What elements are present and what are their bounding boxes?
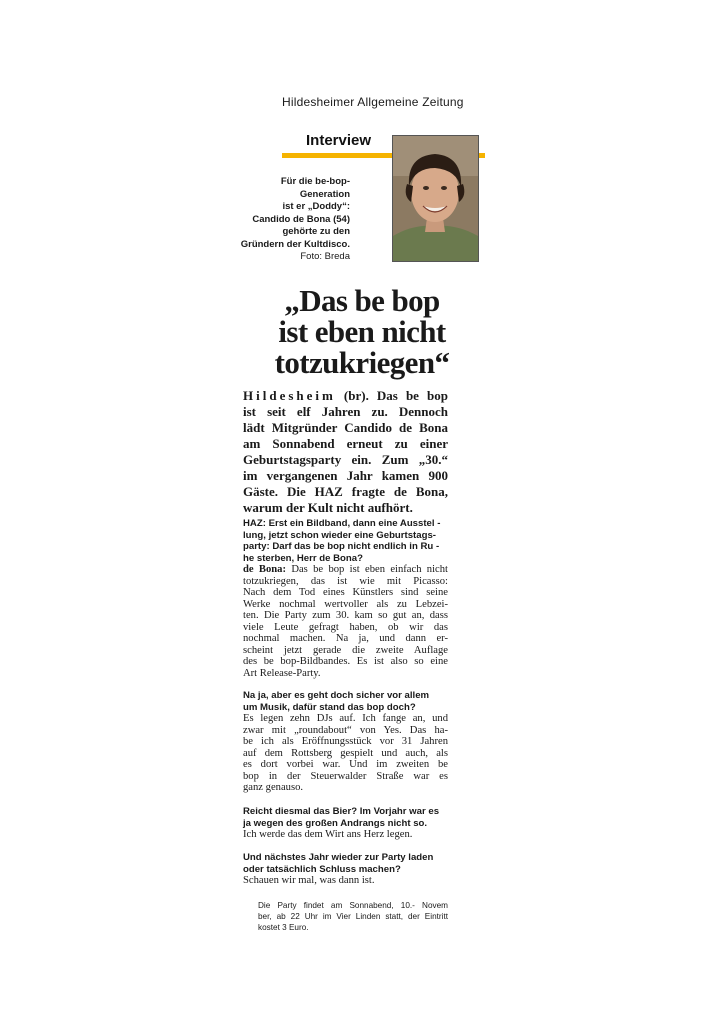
caption-line: gehörte zu den — [282, 226, 350, 237]
answer-line: Art Release-Party. — [243, 667, 321, 679]
qa-block-4 — [243, 852, 448, 887]
question-line: party: Darf das be bop nicht endlich in Ru - — [243, 541, 440, 552]
headline — [232, 285, 492, 378]
answer — [243, 713, 448, 794]
photo-credit: Foto: Breda — [300, 251, 350, 262]
question — [243, 690, 448, 713]
portrait-photo — [392, 135, 479, 262]
answer-line: Schauen wir mal, was dann ist. — [243, 875, 375, 886]
note-line: kostet 3 Euro. — [258, 923, 309, 932]
lead-line: am Sonnabend erneut zu einer — [243, 436, 448, 451]
answer-line: bop in der Steuerwalder Straße war es — [243, 770, 448, 782]
answer-line: Werke nochmal wertvoller als zu Lebzei- — [243, 598, 448, 610]
lead-line: lädt Mitgründer Candido de Bona — [243, 420, 448, 435]
question-line: um Musik, dafür stand das bop doch? — [243, 701, 416, 713]
dateline: Hildesheim — [243, 388, 336, 403]
note-line: Die Party findet am Sonnabend, 10.- Novem — [258, 901, 448, 910]
answer-line: es dort vorbei war. Und im zweiten be — [243, 759, 448, 770]
lead-line: Gäste. Die HAZ fragte de Bona, — [243, 484, 448, 499]
lead-line: ist seit elf Jahren zu. Dennoch — [243, 404, 448, 419]
question-line: Na ja, aber es geht doch sicher vor allem — [243, 690, 430, 701]
question — [243, 806, 448, 829]
qa-block-3 — [243, 806, 448, 841]
qa-block-2 — [243, 690, 448, 794]
note-line: ber, ab 22 Uhr im Vier Linden statt, der Eintritt — [258, 912, 448, 921]
answer-line: scheint jetzt gerade die zweite Auflage — [243, 644, 448, 656]
caption-line: Candido de Bona (54) — [252, 213, 350, 225]
caption-line: Generation — [299, 188, 350, 200]
event-info-note — [258, 900, 448, 933]
lead-first-line-rest: (br). Das be bop — [335, 388, 448, 403]
answer-line: totzukriegen, das ist wie mit Picasso: — [243, 575, 448, 587]
lead-line — [243, 388, 448, 404]
answer — [243, 564, 448, 679]
answer-line: zwar mit „roundabout“ von Yes. Das ha- — [243, 724, 448, 736]
answer-line: des be bop-Bildbandes. Es ist also so eine — [243, 656, 448, 667]
answer-line: auf dem Rottsberg gespielt und auch, als — [243, 747, 448, 759]
answer — [243, 875, 448, 887]
newspaper-name: Hildesheimer Allgemeine Zeitung — [282, 95, 464, 109]
answer-line: nochmal machen. Na ja, und dann er- — [243, 633, 448, 644]
answer-line: Nach dem Tod eines Künstlers sind seine — [243, 587, 448, 598]
answer-line: ganz genauso. — [243, 782, 304, 793]
headline-line: ist eben nicht — [278, 314, 446, 349]
rubric-label: Interview — [306, 132, 372, 149]
question-line: ja wegen des großen Andrangs nicht so. — [243, 817, 428, 829]
answer-line: Es legen zehn DJs auf. Ich fange an, und — [243, 713, 448, 724]
answer-line: be ich als Eröffnungsstück vor 31 Jahren — [243, 736, 448, 747]
question — [243, 852, 448, 875]
lead-line: Geburtstagsparty ein. Zum „30.“ — [243, 452, 448, 467]
caption-line: Gründern der Kultdisco. — [240, 238, 350, 250]
answer-first-rest: Das be bop ist eben einfach nicht — [286, 564, 448, 575]
question-line: Reicht diesmal das Bier? Im Vorjahr war es — [243, 806, 440, 817]
question-line: he sterben, Herr de Bona? — [243, 552, 363, 564]
question — [243, 518, 448, 564]
answer-line: Ich werde das dem Wirt ans Herz legen. — [243, 829, 413, 840]
caption-line: ist er „Doddy“: — [282, 201, 350, 212]
question-line: oder tatsächlich Schluss machen? — [243, 863, 401, 875]
portrait-image — [393, 136, 478, 261]
photo-caption — [232, 176, 350, 264]
answer — [243, 829, 448, 841]
question-line: lung, jetzt schon wieder eine Geburtstags- — [243, 529, 436, 541]
lead-line: im vergangenen Jahr kamen 900 — [243, 468, 448, 483]
headline-line: totzukriegen“ — [274, 345, 450, 380]
lead-line: warum der Kult nicht aufhört. — [243, 500, 413, 515]
question-line: HAZ: Erst ein Bildband, dann eine Ausstel - — [243, 518, 441, 529]
qa-block-1 — [243, 518, 448, 679]
answer-line — [243, 564, 448, 576]
headline-line: „Das be bop — [284, 283, 440, 318]
answer-line: ten. Die Party zum 30. kam so gut an, dass — [243, 610, 448, 621]
speaker-label: de Bona: — [243, 564, 286, 575]
lead-paragraph — [243, 388, 448, 516]
caption-line: Für die be-bop- — [280, 176, 350, 187]
question-line: Und nächstes Jahr wieder zur Party laden — [243, 852, 434, 863]
answer-line: viele Leute gefragt haben, ob wir das — [243, 621, 448, 633]
